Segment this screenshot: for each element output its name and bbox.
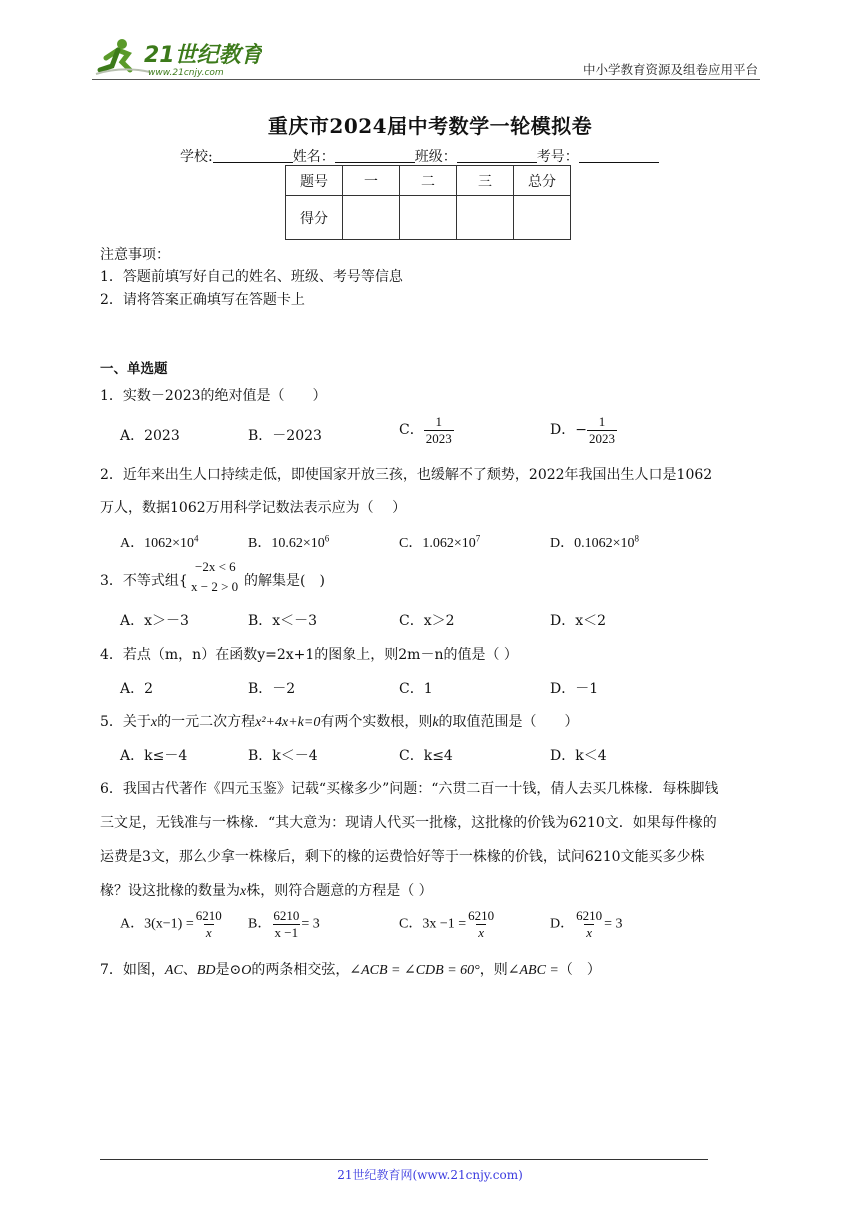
school-label: 学校: — [180, 149, 213, 165]
stem-text: 、 — [182, 962, 197, 978]
option-math: = 3 — [604, 916, 623, 932]
stem-text: 椽？设这批椽的数量为 — [100, 883, 240, 899]
q1-option-b[interactable]: B．－2023 — [248, 428, 322, 444]
circle-o: O — [241, 963, 252, 978]
q5-option-a[interactable]: A．k≤－4 — [120, 748, 188, 764]
option-math: 3(x−1) = — [144, 916, 194, 932]
q1-option-a[interactable]: A．2023 — [120, 428, 180, 444]
denominator: x — [478, 924, 485, 940]
option-math: 1062×10 — [144, 536, 195, 551]
exponent: 4 — [194, 533, 199, 544]
question-2-line: 万人，数据1062万用科学记数法表示应为（ ） — [100, 500, 407, 516]
chord-ac: AC — [164, 963, 183, 978]
q4-option-d[interactable]: D．－1 — [550, 681, 599, 697]
q5-option-b[interactable]: B．k＜－4 — [248, 748, 318, 764]
angle-equation: ∠ACB = ∠CDB = 60° — [349, 963, 480, 978]
option-label: D． — [550, 536, 575, 551]
question-5-stem — [100, 711, 579, 731]
question-6-line: 运费是3文，那么少拿一株椽后，剩下的椽的运费恰好等于一株椽的价钱，试问6210文能买多少株 — [100, 849, 705, 865]
section-heading: 一、单选题 — [100, 361, 168, 377]
question-6-line: 6．我国古代著作《四元玉鉴》记载“买椽多少”问题：“六贯二百一十钱，倩人去买几株椽．每株脚钱 — [100, 781, 719, 797]
q4-option-c[interactable]: C．1 — [399, 681, 433, 697]
score-table-cell: 三 — [457, 166, 514, 196]
question-4-stem: 4．若点（m，n）在函数y=2x+1的图象上，则2m－n的值是（ ） — [100, 647, 518, 663]
score-table-cell: 总分 — [514, 166, 571, 196]
score-input-cell[interactable] — [514, 196, 571, 240]
denominator: 2023 — [588, 430, 615, 446]
option-label: C． — [399, 916, 423, 932]
fraction — [271, 908, 301, 940]
q4-option-a[interactable]: A．2 — [120, 681, 154, 697]
q2-option-c[interactable] — [399, 532, 480, 552]
header-divider — [92, 79, 760, 80]
q3-option-b[interactable]: B．x＜－3 — [248, 613, 318, 629]
exam-no-label: 考号： — [536, 149, 579, 165]
q1-option-c[interactable] — [399, 414, 454, 446]
student-info-row — [180, 146, 659, 166]
q6-option-a[interactable] — [120, 908, 224, 940]
angle-abc: ∠ABC = — [507, 963, 559, 978]
inequality-system — [191, 557, 238, 597]
score-table — [285, 165, 571, 240]
option-label: A． — [120, 536, 145, 551]
stem-text: 7．如图， — [100, 962, 165, 978]
stem-text: 的两条相交弦， — [251, 962, 350, 978]
notes-item: 2．请将答案正确填写在答题卡上 — [100, 292, 305, 308]
numerator: 6210 — [195, 908, 222, 923]
option-math: 3x −1 = — [422, 916, 467, 932]
footer-link[interactable]: 21世纪教育网(www.21cnjy.com) — [337, 1168, 523, 1182]
exponent: 8 — [634, 533, 640, 544]
q3-option-d[interactable]: D．x＜2 — [550, 613, 607, 629]
stem-text: （ ） — [558, 962, 601, 978]
option-label: D． — [550, 422, 576, 439]
fraction — [587, 414, 617, 446]
stem-text: 株，则符合题意的方程是（ ） — [246, 883, 433, 899]
denominator: x — [205, 924, 212, 940]
class-field[interactable] — [457, 148, 537, 163]
q2-option-b[interactable] — [248, 532, 329, 552]
stem-text: 5．关于 — [100, 714, 151, 730]
q5-option-d[interactable]: D．k＜4 — [550, 748, 607, 764]
school-field[interactable] — [213, 148, 293, 163]
q2-option-a[interactable] — [120, 532, 199, 552]
q3-option-a[interactable]: A．x＞－3 — [120, 613, 189, 629]
notes-item: 1．答题前填写好自己的姓名、班级、考号等信息 — [100, 269, 403, 285]
exponent: 6 — [324, 533, 330, 544]
minus-sign: − — [575, 422, 587, 439]
question-3-stem-suffix: 的解集是( ) — [244, 573, 325, 589]
stem-text: 的一元二次方程 — [157, 714, 256, 730]
numerator: 6210 — [576, 908, 603, 923]
question-1-stem: 1．实数－2023的绝对值是（ ） — [100, 388, 327, 404]
page-title: 重庆市2024届中考数学一轮模拟卷 — [267, 114, 593, 138]
q4-option-b[interactable]: B．－2 — [248, 681, 296, 697]
exam-no-field[interactable] — [579, 148, 659, 163]
denominator: x −1 — [274, 924, 299, 940]
question-3-stem-prefix: 3．不等式组{ — [100, 573, 188, 589]
platform-name: 中小学教育资源及组卷应用平台 — [582, 62, 758, 77]
numerator: 1 — [435, 414, 442, 429]
option-label: B． — [248, 916, 272, 932]
variable-k: k — [432, 715, 439, 730]
score-input-cell[interactable] — [457, 196, 514, 240]
option-label: C． — [399, 422, 424, 439]
question-2-line: 2．近年来出生人口持续走低，即使国家开放三孩，也缓解不了颓势，2022年我国出生人口是1062 — [100, 467, 713, 483]
option-label: C． — [399, 536, 423, 551]
option-label: D． — [550, 916, 575, 932]
option-math: 1.062×10 — [422, 536, 476, 551]
q6-option-d[interactable] — [550, 908, 623, 940]
option-label: A． — [120, 916, 145, 932]
question-7-stem — [100, 959, 601, 979]
q6-option-b[interactable] — [248, 908, 320, 940]
option-math: 0.1062×10 — [574, 536, 635, 551]
numerator: 6210 — [468, 908, 495, 923]
exponent: 7 — [475, 533, 481, 544]
denominator: 2023 — [425, 430, 452, 446]
equation: x²+4x+k=0 — [255, 715, 321, 730]
notes-heading: 注意事项： — [100, 247, 170, 263]
class-label: 班级： — [414, 149, 457, 165]
stem-text: 的取值范围是（ ） — [438, 714, 579, 730]
stem-text: 是⊙ — [215, 962, 242, 978]
question-6-line: 三文足，无钱准与一株椽．“其大意为：现请人代买一批椽，这批椽的价钱为6210文．如果每件椽的 — [100, 815, 717, 831]
score-table-cell: 题号 — [286, 166, 343, 196]
score-table-score-row — [286, 196, 571, 240]
fraction — [574, 908, 604, 940]
question-6-line — [100, 880, 433, 900]
score-input-cell[interactable] — [343, 196, 400, 240]
svg-text:www.21cnjy.com: www.21cnjy.com — [148, 68, 224, 78]
fraction — [194, 908, 224, 940]
stem-text: ，则 — [479, 962, 508, 978]
score-input-cell[interactable] — [400, 196, 457, 240]
q5-option-c[interactable]: C．k≤4 — [399, 748, 453, 764]
q6-option-c[interactable] — [399, 908, 496, 940]
score-table-cell: 得分 — [286, 196, 343, 240]
numerator: 6210 — [273, 908, 300, 923]
brand-logo — [92, 36, 262, 80]
variable-x: x — [150, 715, 158, 730]
score-table-header-row — [286, 166, 571, 196]
stem-text: 有两个实数根，则 — [320, 714, 433, 730]
numerator: 1 — [598, 414, 606, 429]
fraction — [424, 414, 454, 446]
inequality: −2x < 6 — [195, 559, 236, 574]
variable-x: x — [240, 884, 247, 899]
score-table-cell: 二 — [400, 166, 457, 196]
chord-bd: BD — [196, 963, 216, 978]
footer-divider — [100, 1159, 708, 1160]
name-field[interactable] — [335, 148, 415, 163]
runner-logo-icon — [92, 36, 262, 80]
denominator: x — [586, 924, 593, 940]
fraction — [466, 908, 496, 940]
name-label: 姓名： — [292, 149, 335, 165]
q2-option-d[interactable] — [550, 532, 639, 552]
option-math: 10.62×10 — [271, 536, 325, 551]
score-table-cell: 一 — [343, 166, 400, 196]
q1-option-d[interactable] — [550, 414, 617, 446]
inequality: x − 2 > 0 — [191, 579, 239, 594]
svg-text:21世纪教育: 21世纪教育 — [144, 43, 262, 68]
option-math: = 3 — [301, 916, 320, 932]
option-label: B． — [248, 536, 272, 551]
q3-option-c[interactable]: C．x＞2 — [399, 613, 455, 629]
